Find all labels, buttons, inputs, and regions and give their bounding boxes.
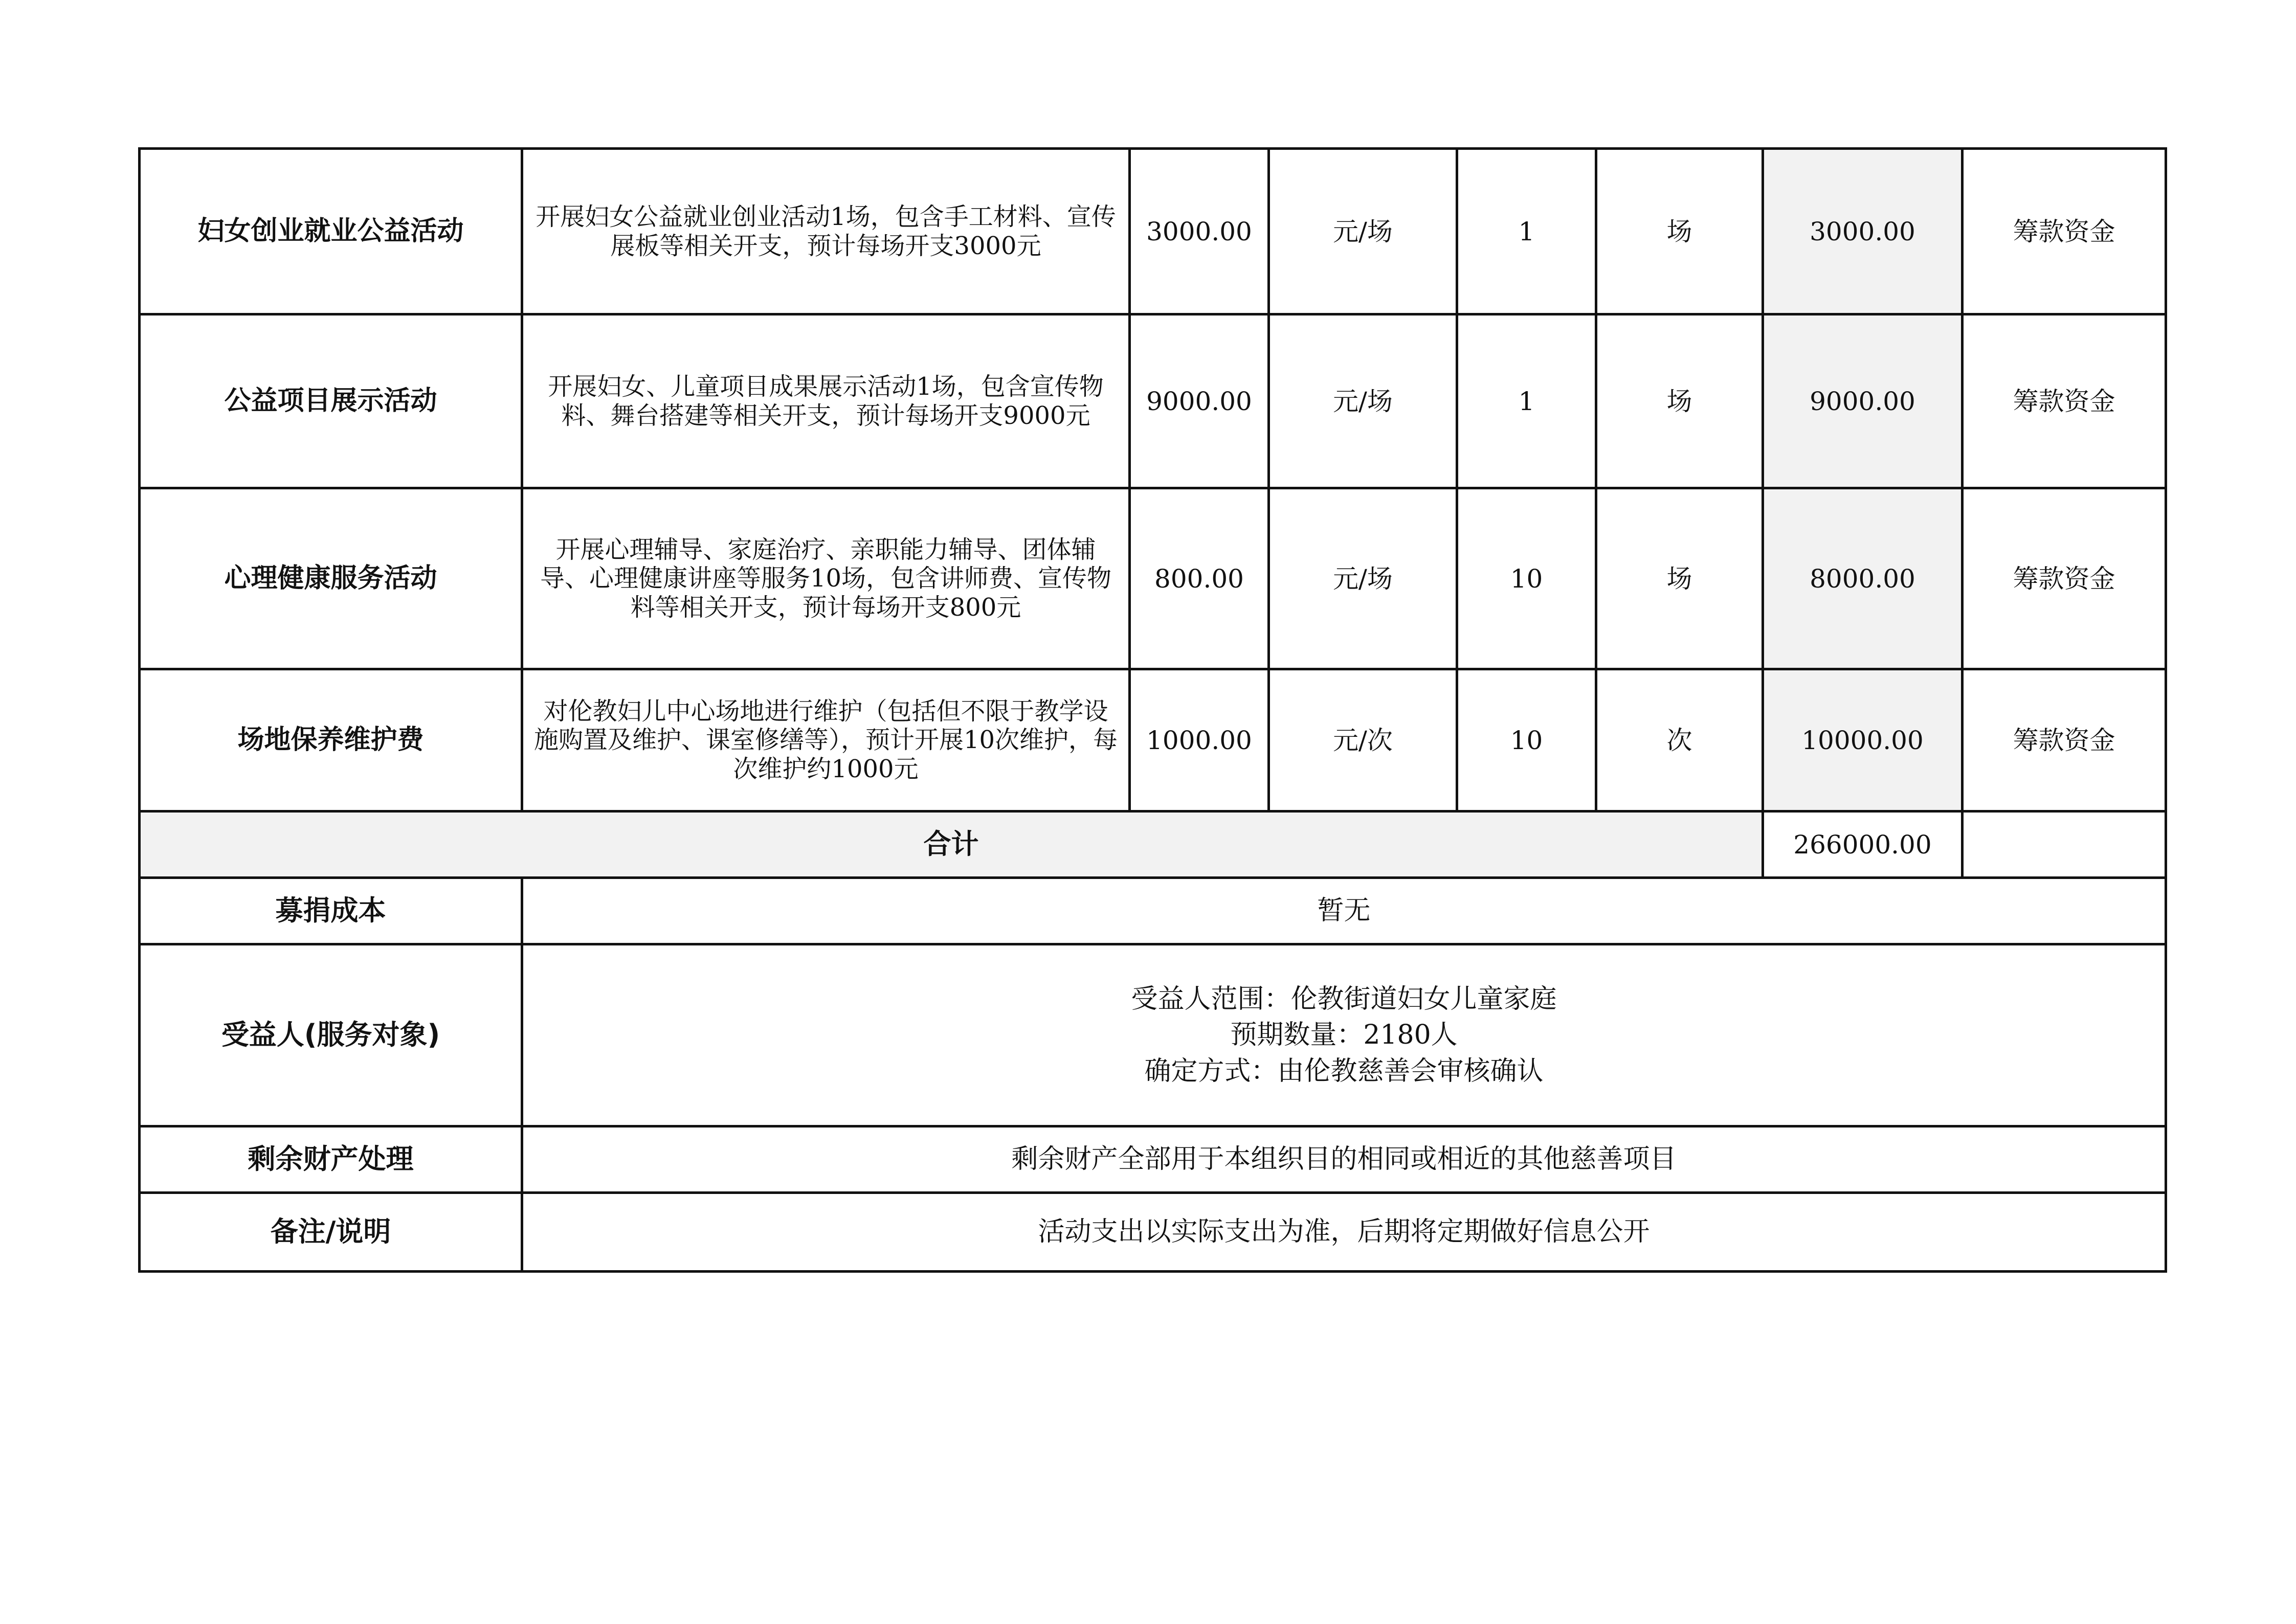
item-quantity: 10 <box>1457 488 1596 669</box>
item-name: 公益项目展示活动 <box>140 314 522 488</box>
item-unit-label: 元/场 <box>1269 149 1457 314</box>
item-unit-label: 元/场 <box>1269 488 1457 669</box>
total-amount: 266000.00 <box>1763 811 1963 878</box>
item-unit-price: 1000.00 <box>1130 669 1269 811</box>
total-label: 合计 <box>140 811 1763 878</box>
item-quantity-unit: 场 <box>1596 314 1763 488</box>
item-description: 开展心理辅导、家庭治疗、亲职能力辅导、团体辅导、心理健康讲座等服务10场，包含讲师费、宣传物料等相关开支，预计每场开支800元 <box>522 488 1130 669</box>
beneficiaries-determination: 确定方式：由伦教慈善会审核确认 <box>1144 1055 1544 1087</box>
item-description: 开展妇女、儿童项目成果展示活动1场，包含宣传物料、舞台搭建等相关开支，预计每场开支9000元 <box>522 314 1130 488</box>
notes-label: 备注/说明 <box>140 1193 522 1272</box>
item-name: 妇女创业就业公益活动 <box>140 149 522 314</box>
beneficiaries-value <box>522 944 2166 1126</box>
item-quantity-unit: 次 <box>1596 669 1763 811</box>
notes-value: 活动支出以实际支出为准，后期将定期做好信息公开 <box>522 1193 2166 1272</box>
item-funding-source: 筹款资金 <box>1963 149 2166 314</box>
item-quantity: 1 <box>1457 314 1596 488</box>
item-unit-price: 3000.00 <box>1130 149 1269 314</box>
item-funding-source: 筹款资金 <box>1963 669 2166 811</box>
item-amount: 8000.00 <box>1763 488 1963 669</box>
item-description: 开展妇女公益就业创业活动1场，包含手工材料、宣传展板等相关开支，预计每场开支3000元 <box>522 149 1130 314</box>
beneficiaries-row <box>140 944 2166 1126</box>
budget-item-row <box>140 669 2166 811</box>
remaining-assets-label: 剩余财产处理 <box>140 1126 522 1193</box>
item-funding-source: 筹款资金 <box>1963 314 2166 488</box>
budget-table <box>138 147 2167 1273</box>
item-description: 对伦教妇儿中心场地进行维护（包括但不限于教学设施购置及维护、课室修缮等），预计开展10次维护，每次维护约1000元 <box>522 669 1130 811</box>
item-unit-price: 9000.00 <box>1130 314 1269 488</box>
item-quantity: 10 <box>1457 669 1596 811</box>
fundraising-cost-value: 暂无 <box>522 878 2166 944</box>
item-quantity-unit: 场 <box>1596 149 1763 314</box>
beneficiaries-scope: 受益人范围：伦教街道妇女儿童家庭 <box>1131 984 1557 1015</box>
beneficiaries-label: 受益人(服务对象) <box>140 944 522 1126</box>
remaining-assets-row <box>140 1126 2166 1193</box>
item-funding-source: 筹款资金 <box>1963 488 2166 669</box>
beneficiaries-expected-count: 预期数量：2180人 <box>1230 1020 1458 1051</box>
item-amount: 3000.00 <box>1763 149 1963 314</box>
total-row <box>140 811 2166 878</box>
budget-item-row <box>140 314 2166 488</box>
item-unit-label: 元/场 <box>1269 314 1457 488</box>
notes-row <box>140 1193 2166 1272</box>
budget-item-row <box>140 488 2166 669</box>
item-name: 心理健康服务活动 <box>140 488 522 669</box>
item-amount: 9000.00 <box>1763 314 1963 488</box>
fundraising-cost-row <box>140 878 2166 944</box>
item-quantity: 1 <box>1457 149 1596 314</box>
item-name: 场地保养维护费 <box>140 669 522 811</box>
item-unit-price: 800.00 <box>1130 488 1269 669</box>
budget-item-row <box>140 149 2166 314</box>
item-amount: 10000.00 <box>1763 669 1963 811</box>
item-unit-label: 元/次 <box>1269 669 1457 811</box>
total-funding-source <box>1963 811 2166 878</box>
fundraising-cost-label: 募捐成本 <box>140 878 522 944</box>
item-quantity-unit: 场 <box>1596 488 1763 669</box>
remaining-assets-value: 剩余财产全部用于本组织目的相同或相近的其他慈善项目 <box>522 1126 2166 1193</box>
